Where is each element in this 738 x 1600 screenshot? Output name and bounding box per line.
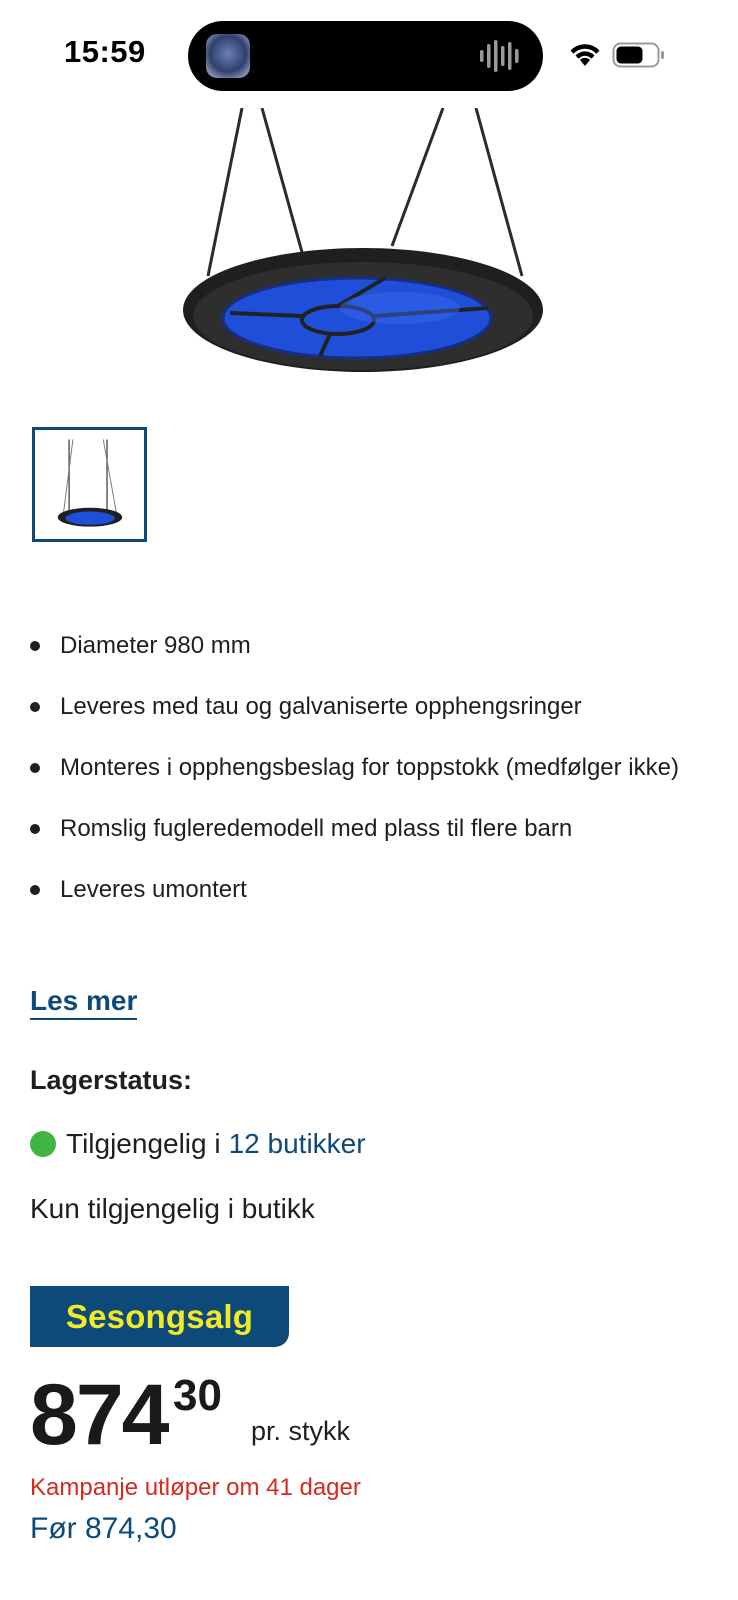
in-stock-status-icon xyxy=(30,1131,56,1157)
status-bar xyxy=(0,0,738,110)
stock-availability xyxy=(30,1128,366,1160)
list-item xyxy=(30,683,720,730)
list-item xyxy=(30,622,720,669)
campaign-expiry-note: Kampanje utløper om 41 dager xyxy=(30,1474,361,1501)
product-image[interactable] xyxy=(170,108,565,393)
feature-text: Leveres umontert xyxy=(60,876,247,903)
now-playing-app-icon[interactable] xyxy=(206,34,250,78)
bullet-icon xyxy=(30,702,40,712)
bullet-icon xyxy=(30,824,40,834)
bullet-icon xyxy=(30,885,40,895)
status-indicators xyxy=(568,40,668,70)
product-thumbnail[interactable] xyxy=(32,427,147,542)
price xyxy=(30,1367,630,1463)
feature-text: Romslig fugleredemodell med plass til flere barn xyxy=(60,815,573,842)
bullet-icon xyxy=(30,763,40,773)
price-whole: 874 xyxy=(30,1367,168,1463)
list-item xyxy=(30,805,720,852)
battery-icon xyxy=(612,42,666,68)
read-more-link[interactable]: Les mer xyxy=(30,984,137,1020)
price-unit: pr. stykk xyxy=(251,1416,351,1446)
stock-heading: Lagerstatus: xyxy=(30,1065,193,1095)
price-cents: 30 xyxy=(173,1371,222,1420)
sale-badge xyxy=(30,1286,289,1347)
before-price: Før 874,30 xyxy=(30,1512,177,1545)
thumbnail-image xyxy=(35,430,144,539)
wifi-icon xyxy=(568,40,602,68)
stock-available-text: Tilgjengelig i xyxy=(66,1128,221,1159)
audio-waveform-icon xyxy=(479,38,521,74)
bullet-icon xyxy=(30,641,40,651)
stores-link[interactable]: 12 butikker xyxy=(228,1128,366,1159)
list-item xyxy=(30,744,720,791)
sale-badge-label: Sesongsalg xyxy=(65,1297,254,1335)
store-only-note: Kun tilgjengelig i butikk xyxy=(30,1193,315,1224)
feature-text: Diameter 980 mm xyxy=(60,632,251,659)
feature-text: Leveres med tau og galvaniserte opphengsringer xyxy=(60,693,582,720)
list-item xyxy=(30,866,720,913)
feature-list xyxy=(30,622,720,927)
dynamic-island[interactable] xyxy=(188,21,543,91)
status-time: 15:59 xyxy=(64,34,146,69)
feature-text: Monteres i opphengsbeslag for toppstokk (medfølger ikke) xyxy=(60,754,679,781)
